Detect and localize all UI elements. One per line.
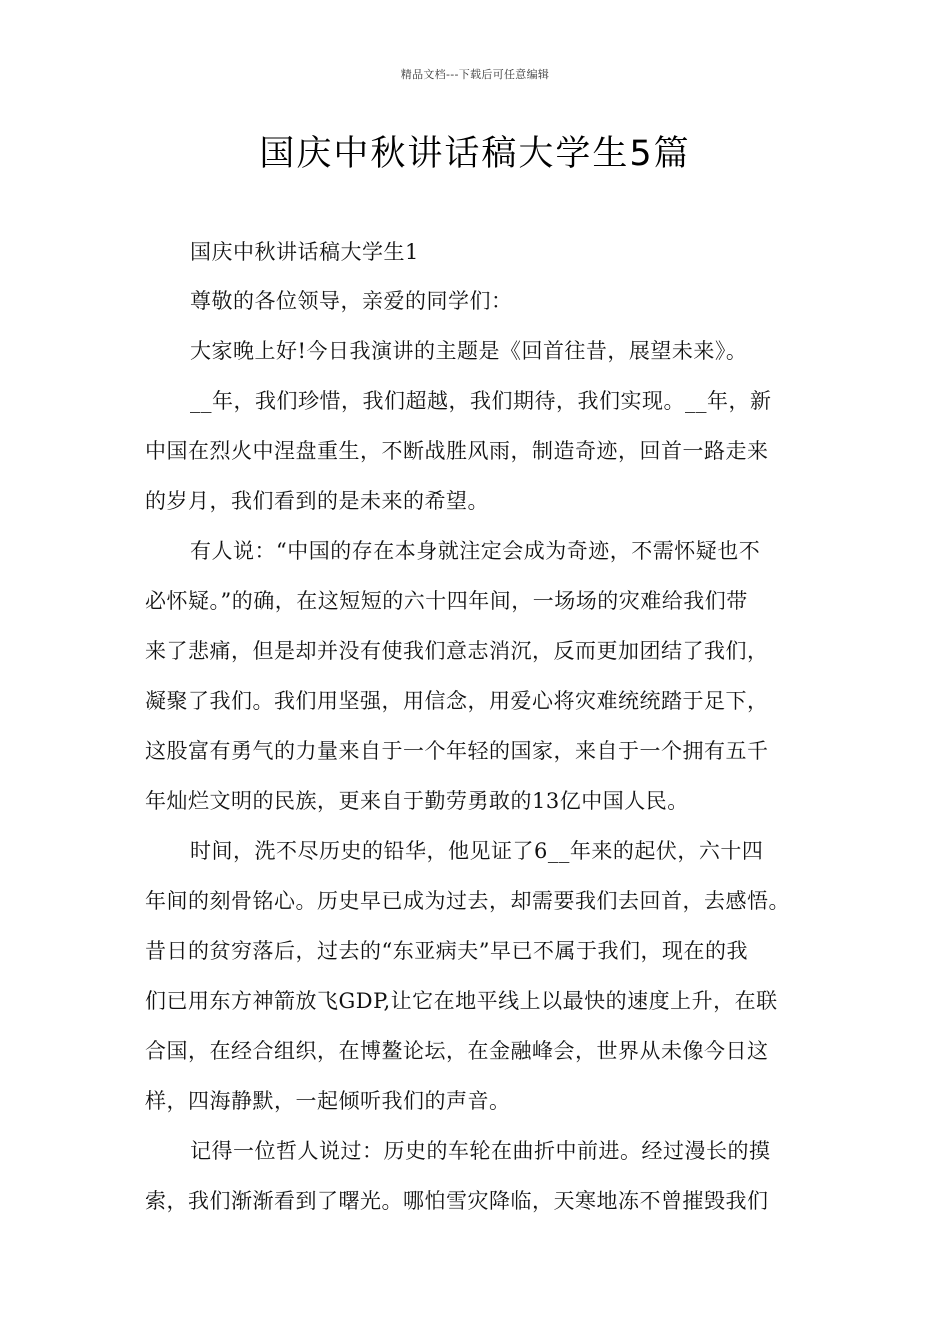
paragraph-line: 样，四海静默，一起倾听我们的声音。	[145, 1089, 511, 1113]
paragraph-line: 索，我们渐渐看到了曙光。哪怕雪灾降临，天寒地冻不曾摧毁我们	[145, 1189, 769, 1213]
paragraph-line: __年，我们珍惜，我们超越，我们期待，我们实现。__年，新	[190, 389, 772, 413]
salutation: 尊敬的各位领导，亲爱的同学们：	[190, 289, 513, 313]
paragraph-line: 们已用东方神箭放飞GDP,让它在地平线上以最快的速度上升，在联	[145, 989, 778, 1013]
paragraph-line: 中国在烈火中涅盘重生，不断战胜风雨，制造奇迹，回首一路走来	[145, 439, 769, 463]
paragraph-line: 这股富有勇气的力量来自于一个年轻的国家，来自于一个拥有五千	[145, 739, 769, 763]
section-heading: 国庆中秋讲话稿大学生1	[190, 240, 419, 264]
header-note: 精品文档---下载后可任意编辑	[400, 68, 550, 81]
paragraph-line: 合国，在经合组织，在博鳌论坛，在金融峰会，世界从未像今日这	[145, 1039, 769, 1063]
paragraph-line: 的岁月，我们看到的是未来的希望。	[145, 489, 489, 513]
paragraph-line: 年间的刻骨铭心。历史早已成为过去，却需要我们去回首，去感悟。	[145, 889, 790, 913]
paragraph-line: 时间，洗不尽历史的铅华，他见证了6__年来的起伏，六十四	[190, 839, 764, 863]
paragraph-line: 来了悲痛，但是却并没有使我们意志消沉，反而更加团结了我们，	[145, 639, 769, 663]
document-title: 国庆中秋讲话稿大学生5篇	[259, 134, 691, 174]
paragraph-line: 记得一位哲人说过：历史的车轮在曲折中前进。经过漫长的摸	[190, 1139, 771, 1163]
paragraph-line: 有人说：“中国的存在本身就注定会成为奇迹，不需怀疑也不	[190, 539, 761, 563]
paragraph-line: 凝聚了我们。我们用坚强，用信念，用爱心将灾难统统踏于足下，	[145, 689, 769, 713]
paragraph-line: 必怀疑。”的确，在这短短的六十四年间，一场场的灾难给我们带	[145, 589, 748, 613]
paragraph-line: 年灿烂文明的民族，更来自于勤劳勇敢的13亿中国人民。	[145, 789, 689, 813]
paragraph-line: 昔日的贫穷落后，过去的“东亚病夫”早已不属于我们，现在的我	[145, 939, 748, 963]
paragraph-line: 大家晚上好!今日我演讲的主题是《回首往昔，展望未来》。	[190, 339, 748, 363]
